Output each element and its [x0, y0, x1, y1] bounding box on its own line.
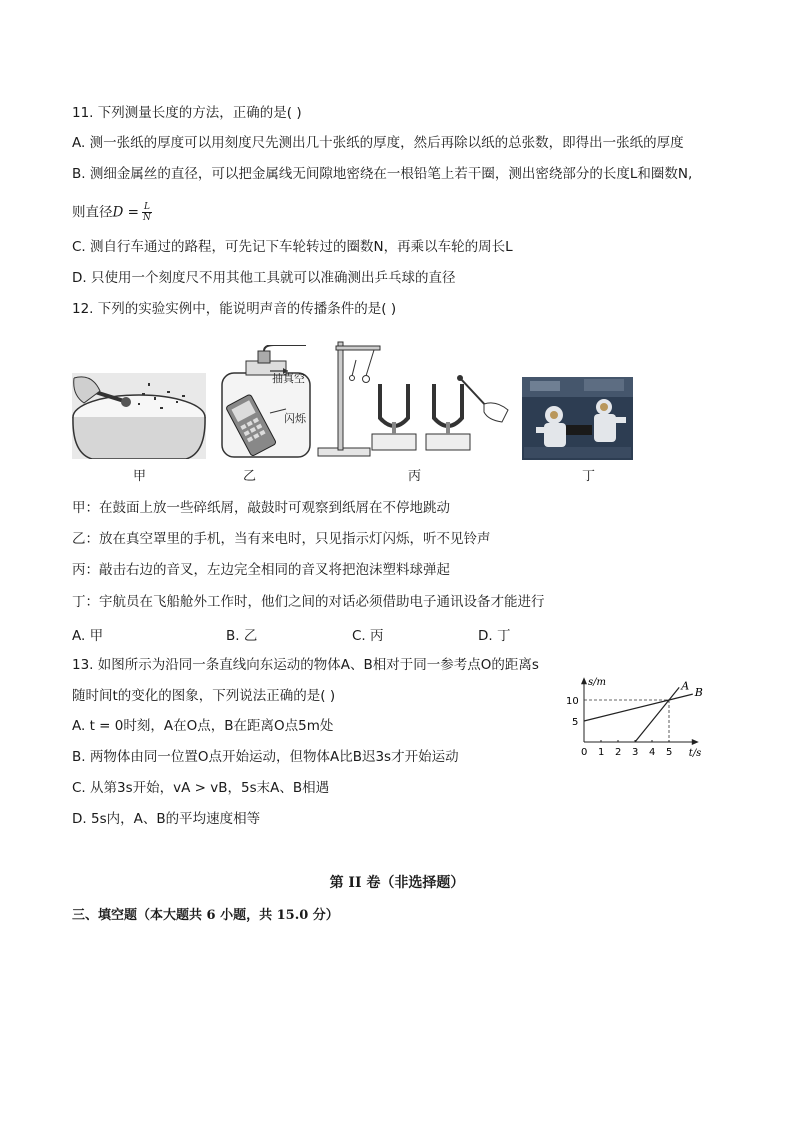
q13-stem-1: 13. 如图所示为沿同一条直线向东运动的物体A、B相对于同一参考点O的距离s [72, 657, 539, 673]
q11-b-prefix: 则直径 [72, 204, 113, 221]
tuning-fork-picture [316, 338, 516, 460]
q11-option-b-formula [72, 202, 152, 223]
graph-ticks [566, 696, 672, 758]
series-label-B: B [694, 686, 703, 700]
fill-blank-heading: 三、填空题（本大题共 6 小题，共 15.0 分） [72, 908, 339, 923]
q11-option-c: C. 测自行车通过的路程，可先记下车轮转过的圈数N，再乘以车轮的周长L [72, 239, 513, 255]
x-axis-label: t/s [688, 748, 702, 759]
q13-option-b: B. 两物体由同一位置O点开始运动，但物体A比B迟3s才开始运动 [72, 749, 459, 765]
x-tick-label: 5 [666, 747, 673, 758]
q12-option-a: A. 甲 [72, 628, 104, 644]
caption-yi: 乙 [243, 469, 257, 484]
q12-jia-desc: 甲：在鼓面上放一些碎纸屑，敲鼓时可观察到纸屑在不停地跳动 [72, 500, 450, 516]
q13-option-d: D. 5s内，A、B的平均速度相等 [72, 811, 261, 827]
q12-option-d: D. 丁 [478, 628, 511, 644]
graph-guides [584, 700, 669, 742]
astronaut-photo [522, 377, 633, 460]
q11-b-numerator: L [143, 202, 150, 212]
q11-b-formula-lhs: D = [112, 204, 139, 221]
y-axis-label: s/m [588, 677, 606, 689]
x-tick-label: 2 [615, 747, 622, 758]
vacuum-label: 抽真空 [272, 372, 305, 385]
caption-ding: 丁 [582, 469, 596, 484]
q12-option-c: C. 丙 [352, 628, 384, 644]
caption-jia: 甲 [133, 469, 147, 484]
st-graph [560, 650, 730, 760]
series-line-B [584, 694, 693, 721]
q13-option-c: C. 从第3s开始，vA > vB，5s末A、B相遇 [72, 780, 330, 796]
q11-option-a: A. 测一张纸的厚度可以用刻度尺先测出几十张纸的厚度，然后再除以纸的总张数，即得出一张纸的厚度 [72, 135, 684, 151]
x-tick-label: 1 [598, 747, 605, 758]
bell-jar-picture [218, 345, 314, 458]
y-axis-arrow [581, 677, 587, 684]
q13-stem-2: 随时间t的变化的图象，下列说法正确的是( ) [72, 688, 336, 704]
y-tick-label: 10 [566, 696, 579, 707]
q11-option-b: B. 测细金属丝的直径，可以把金属线无间隙地密绕在一根铅笔上若干圈，测出密绕部分的长度L和圈数N, [72, 166, 693, 182]
x-tick-label: 3 [632, 747, 639, 758]
y-tick-label: 5 [572, 717, 579, 728]
x-axis-arrow [692, 739, 699, 745]
section-title: 第 II 卷（非选择题） [329, 875, 465, 891]
q11-b-denominator: N [142, 213, 151, 223]
series-line-A [635, 687, 679, 742]
series-label-A: A [681, 679, 690, 693]
drum-picture [72, 373, 206, 459]
q11-stem: 11. 下列测量长度的方法，正确的是( ) [72, 105, 302, 121]
q12-stem: 12. 下列的实验实例中，能说明声音的传播条件的是( ) [72, 301, 397, 317]
q12-option-b: B. 乙 [226, 628, 258, 644]
x-tick-label: 4 [649, 747, 656, 758]
q12-bing-desc: 丙：敲击右边的音叉，左边完全相同的音叉将把泡沫塑料球弹起 [72, 562, 450, 578]
q12-yi-desc: 乙：放在真空罩里的手机，当有来电时，只见指示灯闪烁，听不见铃声 [72, 531, 491, 547]
q12-ding-desc: 丁：宇航员在飞船舱外工作时，他们之间的对话必须借助电子通讯设备才能进行 [72, 594, 545, 610]
caption-bing: 丙 [408, 469, 422, 484]
x-tick-label: 0 [581, 747, 588, 758]
q11-b-fraction [142, 202, 152, 223]
flash-label: 闪烁 [284, 412, 306, 425]
q13-option-a: A. t = 0时刻，A在O点，B在距离O点5m处 [72, 718, 334, 734]
graph-series [584, 679, 703, 742]
q11-option-d: D. 只使用一个刻度尺不用其他工具就可以准确测出乒乓球的直径 [72, 270, 456, 286]
